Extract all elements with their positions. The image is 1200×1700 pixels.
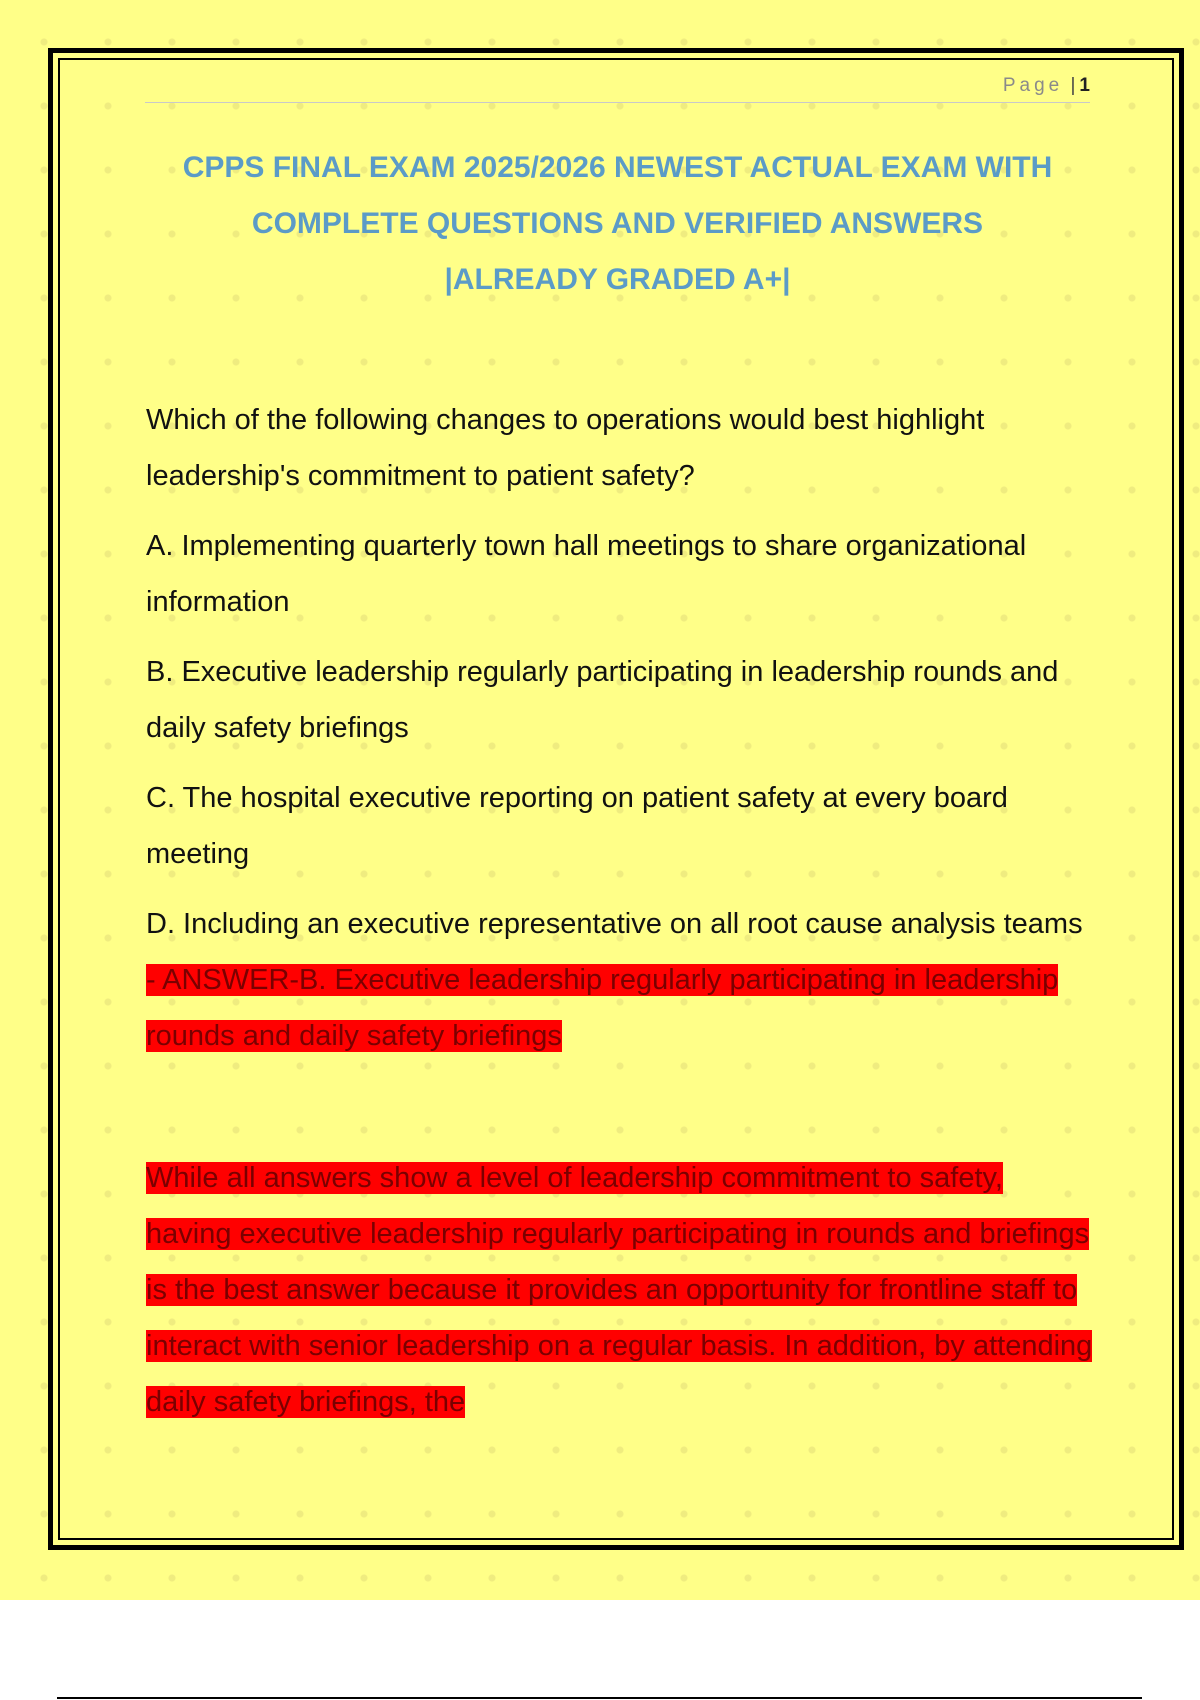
option-d-with-answer (146, 896, 1096, 1064)
document-title (120, 140, 1115, 308)
page-number-value: 1 (1079, 75, 1090, 96)
option-b: B. Executive leadership regularly participating in leadership rounds and daily safety briefings (146, 656, 1059, 744)
page-number-label: Page (1002, 75, 1064, 96)
explanation-highlight: While all answers show a level of leadership commitment to safety, having executive leadership regularly participating in rounds and briefings is the best answer because it provides an opportunity for frontline staff to interact with senior leadership on a regular basis. In addition, by attending daily safety briefings, the (146, 1162, 1093, 1418)
title-line-3: |ALREADY GRADED A+| (444, 263, 791, 296)
option-d: D. Including an executive representative on all root cause analysis teams (146, 908, 1083, 940)
title-line-2: COMPLETE QUESTIONS AND VERIFIED ANSWERS (251, 207, 984, 240)
page-number-separator: | (1070, 75, 1076, 96)
bottom-divider (57, 1697, 1142, 1699)
question-text: Which of the following changes to operations would best highlight leadership's commitment to patient safety? (146, 404, 985, 492)
option-a: A. Implementing quarterly town hall meetings to share organizational information (146, 530, 1027, 618)
question-block (146, 392, 1096, 1430)
option-c: C. The hospital executive reporting on patient safety at every board meeting (146, 782, 1008, 870)
explanation-paragraph (146, 1150, 1096, 1430)
header-divider (145, 102, 1090, 103)
title-line-1: CPPS FINAL EXAM 2025/2026 NEWEST ACTUAL EXAM WITH (182, 151, 1053, 184)
page-number (1003, 75, 1090, 97)
spacer (146, 1064, 1096, 1150)
answer-highlight: - ANSWER-B. Executive leadership regularly participating in leadership rounds and daily safety briefings (146, 964, 1059, 1052)
